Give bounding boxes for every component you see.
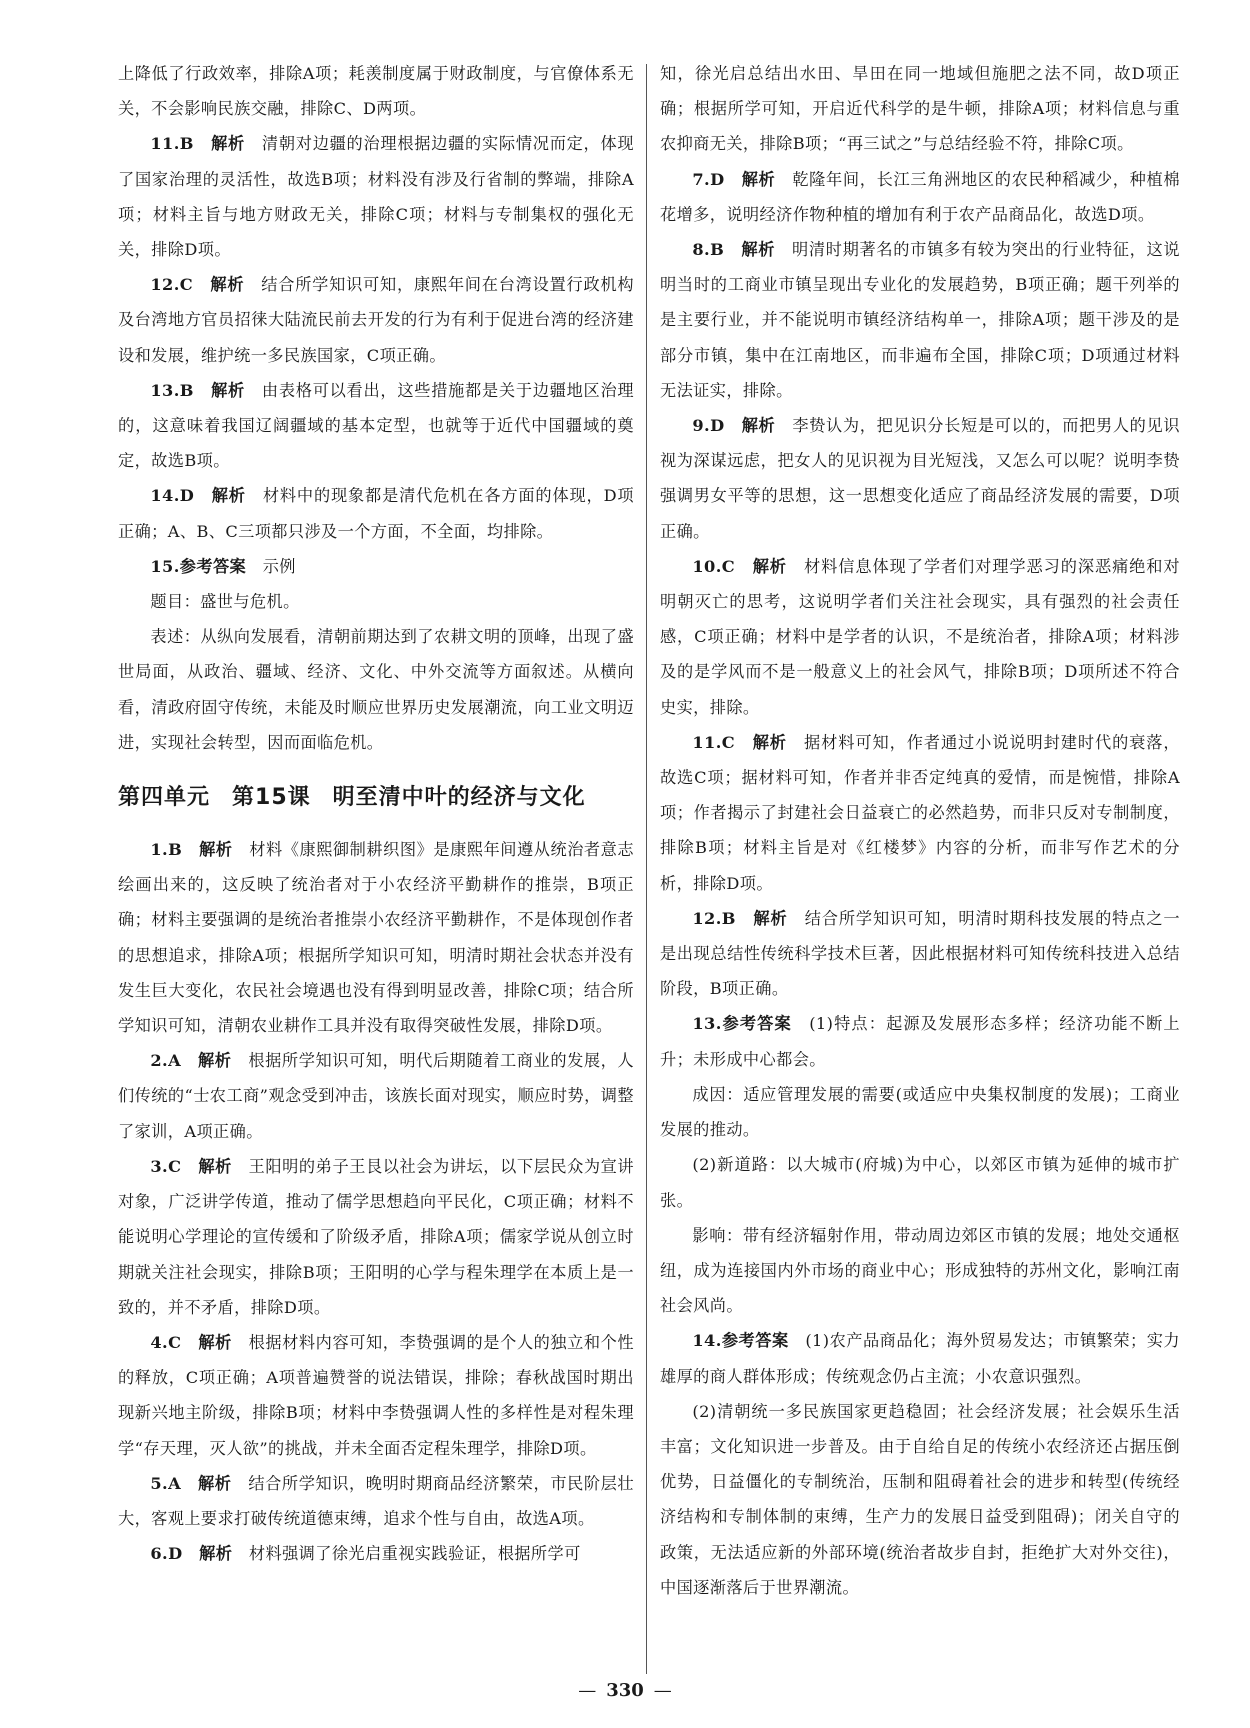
answer-text: 材料《康熙御制耕织图》是康熙年间遵从统治者意志绘画出来的，这反映了统治者对于小农经济平勤耕作的推崇，B项正确；材料主要强调的是统治者推崇小农经济平勤耕作，不是体现创作者的思想追求，排除A项；根据所学知识可知，明清时期社会状态并没有发生巨大变化，农民社会境遇也没有得到明显改善，排除C项；结合所学知识可知，清朝农业耕作工具并没有取得突破性发展，排除D项。 [118,840,634,1036]
analysis-label: 解析 [210,275,245,295]
question-number: 12.C [150,275,194,295]
dash-left: — [578,1680,597,1701]
answer-10 [660,549,1180,725]
answer-text: (1)农产品商品化；海外贸易发达；市镇繁荣；实力雄厚的商人群体形成；传统观念仍占主流；小农意识强烈。 [660,1331,1180,1386]
analysis-label: 解析 [211,486,246,506]
answer-text: 结合所学知识可知，明清时期科技发展的特点之一是出现总结性传统科学技术巨著，因此根据材料可知传统科技进入总结阶段，B项正确。 [660,908,1180,999]
analysis-label: 解析 [198,1051,232,1071]
analysis-label: 解析 [752,556,787,576]
question-number: 1.B [150,840,183,860]
analysis-label: 解析 [752,732,787,752]
answer-15 [118,549,634,584]
analysis-label: 解析 [211,134,245,154]
question-number: 12.B [692,908,736,928]
answer-7 [660,162,1180,232]
answer-13-effect: 影响：带有经济辐射作用，带动周边郊区市镇的发展；地处交通枢纽，成为连接国内外市场的商业中心；形成独特的苏州文化，影响江南社会风尚。 [660,1225,1180,1316]
question-number: 5.A [150,1473,182,1493]
answer-text: 由表格可以看出，这些措施都是关于边疆地区治理的，这意味着我国辽阔疆域的基本定型，也就等于近代中国疆域的奠定，故选B项。 [118,380,634,471]
answer-12 [660,901,1180,1007]
analysis-label: 解析 [198,1156,232,1176]
lesson-heading [118,778,634,818]
analysis-label: 解析 [741,416,776,436]
answer-text: 李贽认为，把见识分长短是可以的，而把男人的见识视为深谋远虑，把女人的见识视为目光短浅，又怎么可以呢？说明李贽强调男女平等的思想，这一思想变化适应了商品经济发展的需要，D项正确。 [660,416,1180,541]
answer-13 [660,1006,1180,1076]
answer-text: 结合所学知识可知，康熙年间在台湾设置行政机构及台湾地方官员招徕大陆流民前去开发的行为有利于促进台湾的经济建设和发展，维护统一多民族国家，C项正确。 [118,275,634,365]
answer-text: 王阳明的弟子王艮以社会为讲坛，以下层民众为宣讲对象，广泛讲学传道，推动了儒学思想趋向平民化，C项正确；材料不能说明心学理论的宣传缓和了阶级矛盾，排除A项；儒家学说从创立时期就关注社会现实，排除B项；王阳明的心学与程朱理学在本质上是一致的，并不矛盾，排除D项。 [118,1156,634,1317]
answer-9 [660,408,1180,549]
analysis-label: 解析 [199,840,233,860]
unit-label: 第四单元 [118,785,211,811]
question-number: 13.B [150,380,194,400]
answer-11 [118,126,634,267]
analysis-label: 解析 [198,1473,232,1493]
answer-text: 根据所学知识可知，明代后期随着工商业的发展，人们传统的“士农工商”观念受到冲击，该族长面对现实，顺应时势，调整了家训，A项正确。 [118,1051,634,1141]
page-number-value: 330 [606,1680,644,1701]
page-number [0,1680,1250,1701]
answer-14 [660,1323,1180,1393]
left-column [118,56,634,1571]
question-number: 9.D [692,416,725,436]
answer-text: 清朝对边疆的治理根据边疆的实际情况而定，体现了国家治理的灵活性，故选B项；材料没有涉及行省制的弊端，排除A项；材料主旨与地方财政无关，排除C项；材料与专制集权的强化无关，排除D项。 [118,134,634,260]
right-column [660,56,1180,1605]
answer-text: 乾隆年间，长江三角洲地区的农民种稻减少，种植棉花增多，说明经济作物种植的增加有利于农产品商品化，故选D项。 [660,169,1180,224]
answer-15-title: 题目：盛世与危机。 [150,592,300,612]
reference-answer-label: 参考答案 [721,1331,789,1351]
question-number: 2.A [150,1051,182,1071]
answer-6 [118,1536,634,1571]
answer-14-part2: (2)清朝统一多民族国家更趋稳固；社会经济发展；社会娱乐生活丰富；文化知识进一步普及。由于自给自足的传统小农经济还占据压倒优势，日益僵化的专制统治，压制和阻碍着社会的进步和转型(传统经济结构和专制体制的束缚，生产力的发展日益受到阻碍)；闭关自守的政策，无法适应新的外部环境(统治者故步自封，拒绝扩大对外交往)，中国逐渐落后于世界潮流。 [660,1401,1180,1597]
answer-text: 材料信息体现了学者们对理学恶习的深恶痛绝和对明朝灭亡的思考，这说明学者们关注社会现实，具有强烈的社会责任感，C项正确；材料中是学者的认识，不是统治者，排除A项；材料涉及的是学风而不是一般意义上的社会风气，排除B项；D项所述不符合史实，排除。 [660,556,1180,717]
answer-14 [118,478,634,548]
analysis-label: 解析 [199,1544,233,1564]
analysis-label: 解析 [753,908,788,928]
question-number: 14.D [150,486,195,506]
answer-4 [118,1325,634,1466]
lesson-title: 明至清中叶的经济与文化 [332,785,586,811]
question-number: 7.D [692,169,725,189]
analysis-label: 解析 [198,1332,232,1352]
question-number: 11.B [150,134,194,154]
reference-answer-label: 参考答案 [721,1014,792,1034]
question-number: 15. [150,556,180,576]
question-number: 10.C [692,556,736,576]
answer-5 [118,1466,634,1536]
analysis-label: 解析 [741,169,776,189]
answer-11 [660,725,1180,901]
question-number: 6.D [150,1544,183,1564]
answer-1 [118,832,634,1043]
reference-answer-label: 参考答案 [179,556,247,576]
question-number: 14. [692,1331,722,1351]
answer-13 [118,373,634,479]
answer-3 [118,1149,634,1325]
answer-text: 据材料可知，作者通过小说说明封建时代的衰落，故选C项；据材料可知，作者并非否定纯真的爱情，而是惋惜，排除A项；作者揭示了封建社会日益衰亡的必然趋势，而非只反对专制制度，排除B项；材料主旨是对《红楼梦》内容的分析，而非写作艺术的分析，排除D项。 [660,732,1180,893]
answer-text: 材料中的现象都是清代危机在各方面的体现，D项正确；A、B、C三项都只涉及一个方面，不全面，均排除。 [118,486,634,541]
question-number: 8.B [692,240,725,260]
answer-2 [118,1043,634,1149]
answer-8 [660,232,1180,408]
column-divider [646,64,647,1674]
dash-right: — [653,1680,672,1701]
answer-13-part2: (2)新道路：以大城市(府城)为中心，以郊区市镇为延伸的城市扩张。 [660,1155,1180,1210]
analysis-label: 解析 [741,240,776,260]
lesson-label: 第15课 [232,785,311,811]
answer-text: 结合所学知识，晚明时期商品经济繁荣，市民阶层壮大，客观上要求打破传统道德束缚，追求个性与自由，故选A项。 [118,1473,634,1528]
answer-text: 明清时期著名的市镇多有较为突出的行业特征，这说明当时的工商业市镇呈现出专业化的发展趋势，B项正确；题干列举的是主要行业，并不能说明市镇经济结构单一，排除A项；题干涉及的是部分市镇，集中在江南地区，而非遍布全国，排除C项；D项通过材料无法证实，排除。 [660,240,1180,400]
question-number: 11.C [692,732,736,752]
analysis-label: 解析 [211,380,245,400]
paragraph: 知，徐光启总结出水田、旱田在同一地域但施肥之法不同，故D项正确；根据所学可知，开启近代科学的是牛顿，排除A项；材料信息与重农抑商无关，排除B项；“再三试之”与总结经验不符，排除C项。 [660,64,1180,154]
question-number: 3.C [150,1156,182,1176]
answer-13-cause: 成因：适应管理发展的需要(或适应中央集权制度的发展)；工商业发展的推动。 [660,1084,1180,1140]
paragraph: 上降低了行政效率，排除A项；耗羡制度属于财政制度，与官僚体系无关，不会影响民族交融，排除C、D两项。 [118,64,634,119]
answer-text: 材料强调了徐光启重视实践验证，根据所学可 [248,1544,581,1564]
answer-text: (1)特点：起源及发展形态多样；经济功能不断上升；未形成中心都会。 [660,1014,1180,1069]
answer-15-body: 表述：从纵向发展看，清朝前期达到了农耕文明的顶峰，出现了盛世局面，从政治、疆域、经济、文化、中外交流等方面叙述。从横向看，清政府固守传统，未能及时顺应世界历史发展潮流，向工业文明迈进，实现社会转型，因而面临危机。 [118,627,634,752]
question-number: 4.C [150,1332,182,1352]
answer-text: 示例 [262,556,296,576]
question-number: 13. [692,1014,722,1034]
answer-text: 根据材料内容可知，李贽强调的是个人的独立和个性的释放，C项正确；A项普遍赞誉的说法错误，排除；春秋战国时期出现新兴地主阶级，排除B项；材料中李贽强调人性的多样性是对程朱理学“存天理，灭人欲”的挑战，并未全面否定程朱理学，排除D项。 [118,1332,634,1458]
answer-12 [118,267,634,373]
